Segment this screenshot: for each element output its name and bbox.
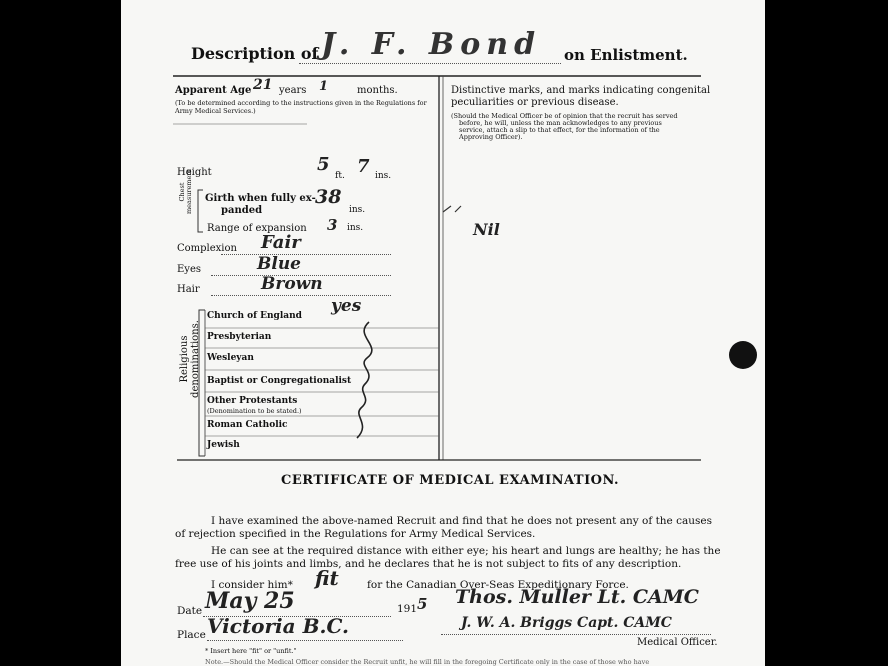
religious-denominations-label: Religious denominations. [179, 320, 201, 398]
religion-other-protestants: Other Protestants [207, 396, 298, 406]
eyes-label: Eyes [177, 264, 201, 275]
medical-officer-label: Medical Officer. [637, 637, 718, 648]
footnote-note: Note.—Should the Medical Officer consider the Recruit unfit, he will fill in the foregoing Certificate only in the case of those who have [205, 658, 650, 666]
religion-jewish: Jewish [207, 440, 240, 450]
girth-label-1: Girth when fully ex- [205, 193, 316, 204]
religion-church-of-england: Church of England [207, 311, 302, 321]
age-note: (To be determined according to the instructions given in the Regulations for Army Medical Services.) [175, 99, 427, 115]
height-ins-value: 7 [357, 156, 370, 177]
hair-value: Brown [261, 274, 323, 294]
religion-wesleyan: Wesleyan [207, 353, 254, 363]
girth-value: 38 [315, 186, 342, 208]
attestation-page [121, 0, 765, 666]
year-prefix: 191 [397, 603, 418, 615]
certificate-para1-line1: I have examined the above-named Recruit and find that he does not present any of the causes [211, 515, 713, 527]
height-ins-label: ins. [375, 171, 392, 181]
months-label: months. [357, 85, 398, 96]
girth-label-2: panded [221, 205, 263, 216]
age-months-value: 1 [319, 79, 329, 94]
hair-label: Hair [177, 284, 200, 295]
expansion-ins-label: ins. [347, 223, 364, 233]
distinctive-marks-value: Nil [473, 220, 500, 239]
consider-him-label: I consider him* [211, 579, 293, 591]
expansion-value: 3 [327, 216, 338, 234]
complexion-value: Fair [261, 232, 301, 253]
recruit-name-handwritten: J. F. Bond [321, 27, 542, 62]
place-value: Victoria B.C. [207, 614, 349, 638]
apparent-age-label: Apparent Age [175, 85, 252, 96]
religion-baptist: Baptist or Congregationalist [207, 376, 352, 386]
served-before-note-1: (Should the Medical Officer be of opinion that the recruit has served [451, 112, 678, 120]
punch-hole [729, 341, 757, 369]
served-before-note-3: service, attach a slip to that effect, for the information of the [459, 126, 660, 134]
ft-label: ft. [335, 171, 345, 181]
signature-2: J. W. A. Briggs Capt. CAMC [461, 615, 672, 631]
served-before-note-2: before, he will, unless the man acknowledges to any previous [459, 119, 662, 127]
on-enlistment-label: on Enlistment. [564, 46, 688, 64]
date-label: Date [177, 605, 203, 617]
complexion-label: Complexion [177, 243, 237, 254]
certificate-para2-line1: He can see at the required distance with either eye; his heart and lungs are healthy; he has the [211, 545, 721, 557]
years-label: years [279, 85, 307, 96]
distinctive-marks-heading-2: peculiarities or previous disease. [451, 97, 619, 108]
year-suffix: 5 [417, 595, 428, 613]
fit-unfit-footnote: * Insert here "fit" or "unfit." [205, 647, 297, 655]
fitness-value: fit [315, 566, 339, 590]
religion-bracket-mark [357, 322, 372, 438]
chest-measurement-label: Chest measurement [178, 168, 194, 214]
age-years-value: 21 [253, 77, 273, 93]
served-before-note-4: Approving Officer). [459, 133, 523, 141]
certificate-title: CERTIFICATE OF MEDICAL EXAMINATION. [281, 473, 620, 488]
religion-roman-catholic: Roman Catholic [207, 420, 288, 430]
for-the-force-label: for the Canadian Over-Seas Expeditionary Force. [367, 579, 629, 591]
girth-ins-label: ins. [349, 205, 366, 215]
religion-denomination-note: (Denomination to be stated.) [207, 407, 302, 415]
description-of-label: Description of [191, 44, 319, 63]
place-label: Place [177, 629, 206, 641]
height-ft-value: 5 [317, 154, 330, 175]
date-value: May 25 [205, 588, 295, 614]
signature-1: Thos. Muller Lt. CAMC [455, 586, 699, 608]
religion-presbyterian: Presbyterian [207, 332, 272, 342]
church-of-england-mark: yes [331, 296, 362, 316]
height-label: Height [177, 167, 212, 178]
distinctive-marks-heading-1: Distinctive marks, and marks indicating congenital [451, 85, 711, 96]
certificate-para2-line2: free use of his joints and limbs, and he declares that he is not subject to fits of any description. [175, 558, 682, 570]
eyes-value: Blue [257, 254, 302, 274]
certificate-para1-line2: of rejection specified in the Regulations for Army Medical Services. [175, 528, 536, 540]
expansion-label: Range of expansion [207, 223, 307, 234]
